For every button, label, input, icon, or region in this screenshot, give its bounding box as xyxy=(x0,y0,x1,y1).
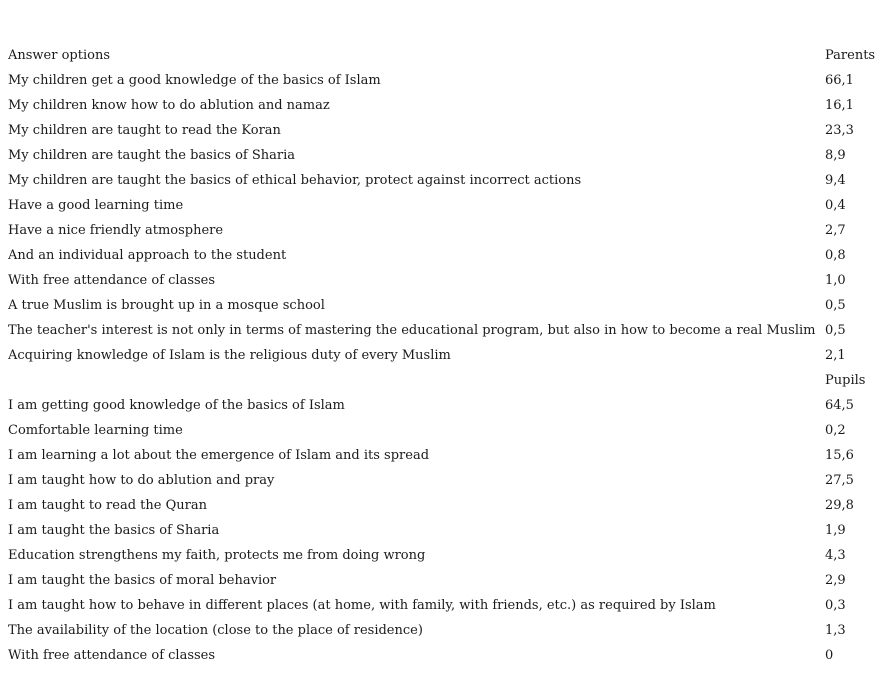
answer-option-label: I am taught the basics of Sharia xyxy=(8,523,220,538)
pupils-percentage: 1,9 xyxy=(825,523,846,538)
pupils-section-header-row xyxy=(8,368,878,393)
answer-option-label: Have a good learning time xyxy=(8,198,184,213)
parents-percentage: 66,1 xyxy=(825,73,854,88)
pupils-percentage: 4,3 xyxy=(825,548,846,563)
pupils-percentage: 0,2 xyxy=(825,423,846,438)
parents-percentage: 23,3 xyxy=(825,123,854,138)
answer-option-label: I am learning a lot about the emergence of Islam and its spread xyxy=(8,448,430,463)
parents-percentage: 0,5 xyxy=(825,298,846,313)
pupils-percentage: 0 xyxy=(825,648,834,663)
table-row xyxy=(8,543,878,568)
survey-table-body xyxy=(8,43,878,668)
pupils-percentage: 29,8 xyxy=(825,498,854,513)
table-row xyxy=(8,68,878,93)
table-row xyxy=(8,643,878,668)
table-row xyxy=(8,218,878,243)
answer-option-label: My children are taught the basics of ethical behavior, protect against incorrect actions xyxy=(8,173,582,188)
answer-option-label: I am taught the basics of moral behavior xyxy=(8,573,277,588)
answer-option-label: And an individual approach to the student xyxy=(8,248,287,263)
table-row xyxy=(8,193,878,218)
pupils-percentage: 27,5 xyxy=(825,473,854,488)
pupils-percentage: 0,3 xyxy=(825,598,846,613)
answer-option-label: Comfortable learning time xyxy=(8,423,183,438)
pupils-column-header: Pupils xyxy=(825,373,866,388)
parents-percentage: 1,0 xyxy=(825,273,846,288)
table-row xyxy=(8,293,878,318)
answer-option-label: Education strengthens my faith, protects me from doing wrong xyxy=(8,548,426,563)
table-row xyxy=(8,618,878,643)
answer-option-label: Acquiring knowledge of Islam is the religious duty of every Muslim xyxy=(8,348,451,363)
answer-option-label: Have a nice friendly atmosphere xyxy=(8,223,224,238)
answer-option-label: My children get a good knowledge of the basics of Islam xyxy=(8,73,381,88)
parents-column-header: Parents xyxy=(825,48,876,63)
answer-option-label: The availability of the location (close to the place of residence) xyxy=(8,623,423,638)
pupils-percentage: 1,3 xyxy=(825,623,846,638)
parents-percentage: 8,9 xyxy=(825,148,846,163)
table-row xyxy=(8,443,878,468)
answer-option-label: I am getting good knowledge of the basics of Islam xyxy=(8,398,345,413)
parents-percentage: 0,4 xyxy=(825,198,846,213)
answer-option-label: The teacher's interest is not only in terms of mastering the educational program, but also in how to become a real Muslim xyxy=(8,323,816,338)
answer-option-label: With free attendance of classes xyxy=(8,273,216,288)
table-row xyxy=(8,143,878,168)
table-row xyxy=(8,468,878,493)
parents-percentage: 0,5 xyxy=(825,323,846,338)
answer-option-label: A true Muslim is brought up in a mosque school xyxy=(8,298,325,313)
table-row xyxy=(8,568,878,593)
table-row xyxy=(8,268,878,293)
answer-option-label: I am taught how to behave in different places (at home, with family, with friends, etc.) as required by Islam xyxy=(8,598,716,613)
table-row xyxy=(8,318,878,343)
pupils-percentage: 15,6 xyxy=(825,448,854,463)
answer-option-label: My children are taught the basics of Sharia xyxy=(8,148,296,163)
pupils-percentage: 64,5 xyxy=(825,398,854,413)
parents-percentage: 0,8 xyxy=(825,248,846,263)
survey-table xyxy=(8,43,878,668)
answer-option-label: With free attendance of classes xyxy=(8,648,216,663)
answer-option-label: My children are taught to read the Koran xyxy=(8,123,281,138)
parents-percentage: 2,7 xyxy=(825,223,846,238)
pupils-percentage: 2,9 xyxy=(825,573,846,588)
table-row xyxy=(8,593,878,618)
answer-option-label: I am taught to read the Quran xyxy=(8,498,207,513)
table-row xyxy=(8,243,878,268)
table-header-row xyxy=(8,43,878,68)
table-row xyxy=(8,168,878,193)
parents-percentage: 2,1 xyxy=(825,348,846,363)
table-row xyxy=(8,93,878,118)
answer-option-label: I am taught how to do ablution and pray xyxy=(8,473,275,488)
table-row xyxy=(8,118,878,143)
table-row xyxy=(8,518,878,543)
table-row xyxy=(8,418,878,443)
answer-option-label: My children know how to do ablution and namaz xyxy=(8,98,330,113)
parents-percentage: 9,4 xyxy=(825,173,846,188)
answer-options-header: Answer options xyxy=(8,48,111,63)
table-row xyxy=(8,343,878,368)
parents-percentage: 16,1 xyxy=(825,98,854,113)
pupils-header-blank xyxy=(8,368,825,393)
table-row xyxy=(8,393,878,418)
table-row xyxy=(8,493,878,518)
